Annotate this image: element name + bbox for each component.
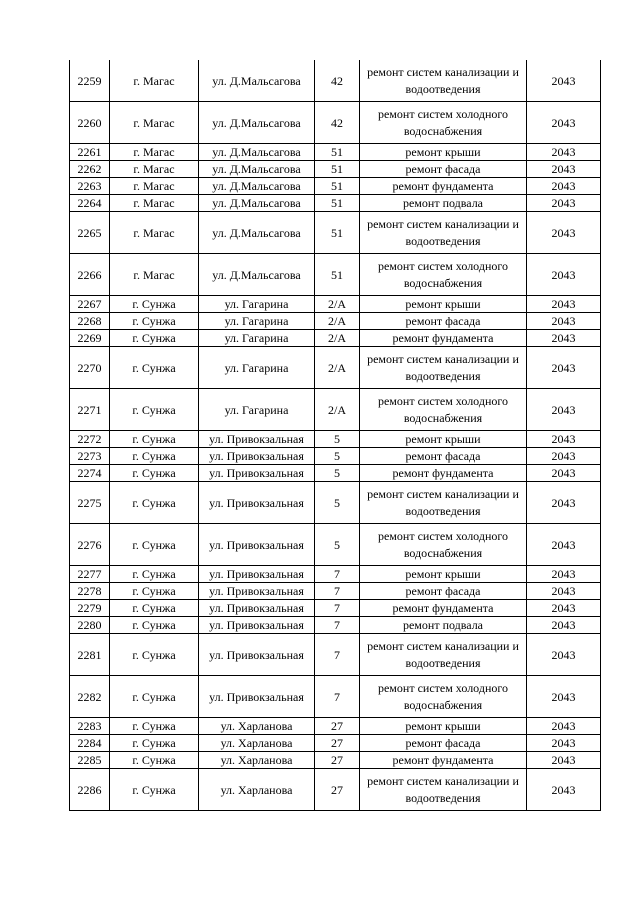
- street-cell: ул. Д.Мальсагова: [199, 102, 315, 144]
- table-row: [70, 347, 601, 389]
- row-number-cell: 2281: [70, 634, 110, 676]
- street-cell: ул. Д.Мальсагова: [199, 195, 315, 212]
- house-number-cell: 42: [315, 60, 360, 102]
- row-number-cell: 2283: [70, 718, 110, 735]
- street-cell: ул. Харланова: [199, 752, 315, 769]
- row-number-cell: 2269: [70, 330, 110, 347]
- table-row: [70, 465, 601, 482]
- house-number-cell: 5: [315, 524, 360, 566]
- work-type-cell: ремонт систем канализации и водоотведения: [360, 482, 527, 524]
- house-number-cell: 5: [315, 465, 360, 482]
- house-number-cell: 51: [315, 195, 360, 212]
- work-type-cell: ремонт фасада: [360, 735, 527, 752]
- work-type-cell: ремонт систем холодного водоснабжения: [360, 102, 527, 144]
- row-number-cell: 2261: [70, 144, 110, 161]
- city-cell: г. Сунжа: [110, 600, 199, 617]
- table-row: [70, 583, 601, 600]
- year-cell: 2043: [527, 60, 601, 102]
- row-number-cell: 2279: [70, 600, 110, 617]
- house-number-cell: 7: [315, 634, 360, 676]
- work-type-cell: ремонт фасада: [360, 313, 527, 330]
- year-cell: 2043: [527, 195, 601, 212]
- house-number-cell: 2/А: [315, 347, 360, 389]
- year-cell: 2043: [527, 676, 601, 718]
- city-cell: г. Сунжа: [110, 482, 199, 524]
- row-number-cell: 2285: [70, 752, 110, 769]
- city-cell: г. Сунжа: [110, 676, 199, 718]
- street-cell: ул. Д.Мальсагова: [199, 161, 315, 178]
- row-number-cell: 2275: [70, 482, 110, 524]
- row-number-cell: 2278: [70, 583, 110, 600]
- city-cell: г. Сунжа: [110, 752, 199, 769]
- year-cell: 2043: [527, 634, 601, 676]
- year-cell: 2043: [527, 465, 601, 482]
- table-row: [70, 600, 601, 617]
- row-number-cell: 2282: [70, 676, 110, 718]
- house-number-cell: 51: [315, 144, 360, 161]
- city-cell: г. Сунжа: [110, 313, 199, 330]
- work-type-cell: ремонт фасада: [360, 448, 527, 465]
- row-number-cell: 2277: [70, 566, 110, 583]
- year-cell: 2043: [527, 718, 601, 735]
- row-number-cell: 2286: [70, 769, 110, 811]
- street-cell: ул. Привокзальная: [199, 431, 315, 448]
- table-row: [70, 60, 601, 102]
- street-cell: ул. Д.Мальсагова: [199, 60, 315, 102]
- house-number-cell: 27: [315, 752, 360, 769]
- city-cell: г. Магас: [110, 144, 199, 161]
- row-number-cell: 2267: [70, 296, 110, 313]
- city-cell: г. Сунжа: [110, 566, 199, 583]
- table-row: [70, 617, 601, 634]
- table-row: [70, 296, 601, 313]
- row-number-cell: 2274: [70, 465, 110, 482]
- row-number-cell: 2272: [70, 431, 110, 448]
- street-cell: ул. Привокзальная: [199, 448, 315, 465]
- row-number-cell: 2268: [70, 313, 110, 330]
- city-cell: г. Магас: [110, 60, 199, 102]
- house-number-cell: 7: [315, 617, 360, 634]
- year-cell: 2043: [527, 752, 601, 769]
- house-number-cell: 5: [315, 482, 360, 524]
- table-row: [70, 389, 601, 431]
- work-type-cell: ремонт систем холодного водоснабжения: [360, 524, 527, 566]
- year-cell: 2043: [527, 769, 601, 811]
- row-number-cell: 2264: [70, 195, 110, 212]
- row-number-cell: 2262: [70, 161, 110, 178]
- year-cell: 2043: [527, 735, 601, 752]
- year-cell: 2043: [527, 431, 601, 448]
- city-cell: г. Магас: [110, 161, 199, 178]
- year-cell: 2043: [527, 313, 601, 330]
- house-number-cell: 51: [315, 212, 360, 254]
- street-cell: ул. Привокзальная: [199, 482, 315, 524]
- work-type-cell: ремонт систем канализации и водоотведения: [360, 347, 527, 389]
- year-cell: 2043: [527, 448, 601, 465]
- street-cell: ул. Д.Мальсагова: [199, 212, 315, 254]
- house-number-cell: 51: [315, 254, 360, 296]
- table-row: [70, 144, 601, 161]
- table-row: [70, 178, 601, 195]
- city-cell: г. Сунжа: [110, 465, 199, 482]
- repair-schedule-table: [69, 60, 601, 811]
- city-cell: г. Сунжа: [110, 718, 199, 735]
- house-number-cell: 51: [315, 178, 360, 195]
- year-cell: 2043: [527, 102, 601, 144]
- house-number-cell: 2/А: [315, 330, 360, 347]
- street-cell: ул. Харланова: [199, 735, 315, 752]
- city-cell: г. Сунжа: [110, 617, 199, 634]
- year-cell: 2043: [527, 524, 601, 566]
- year-cell: 2043: [527, 254, 601, 296]
- house-number-cell: 7: [315, 600, 360, 617]
- table-row: [70, 330, 601, 347]
- year-cell: 2043: [527, 161, 601, 178]
- year-cell: 2043: [527, 617, 601, 634]
- work-type-cell: ремонт фундамента: [360, 600, 527, 617]
- street-cell: ул. Гагарина: [199, 347, 315, 389]
- house-number-cell: 7: [315, 583, 360, 600]
- work-type-cell: ремонт систем холодного водоснабжения: [360, 389, 527, 431]
- street-cell: ул. Д.Мальсагова: [199, 144, 315, 161]
- table-row: [70, 735, 601, 752]
- work-type-cell: ремонт систем канализации и водоотведения: [360, 60, 527, 102]
- street-cell: ул. Привокзальная: [199, 566, 315, 583]
- row-number-cell: 2273: [70, 448, 110, 465]
- city-cell: г. Сунжа: [110, 524, 199, 566]
- house-number-cell: 27: [315, 718, 360, 735]
- house-number-cell: 7: [315, 566, 360, 583]
- city-cell: г. Магас: [110, 178, 199, 195]
- house-number-cell: 2/А: [315, 296, 360, 313]
- city-cell: г. Сунжа: [110, 431, 199, 448]
- row-number-cell: 2263: [70, 178, 110, 195]
- year-cell: 2043: [527, 212, 601, 254]
- street-cell: ул. Привокзальная: [199, 465, 315, 482]
- city-cell: г. Сунжа: [110, 769, 199, 811]
- street-cell: ул. Привокзальная: [199, 634, 315, 676]
- street-cell: ул. Привокзальная: [199, 676, 315, 718]
- work-type-cell: ремонт фасада: [360, 161, 527, 178]
- year-cell: 2043: [527, 296, 601, 313]
- street-cell: ул. Привокзальная: [199, 617, 315, 634]
- city-cell: г. Магас: [110, 102, 199, 144]
- row-number-cell: 2265: [70, 212, 110, 254]
- table-row: [70, 752, 601, 769]
- city-cell: г. Сунжа: [110, 347, 199, 389]
- row-number-cell: 2271: [70, 389, 110, 431]
- house-number-cell: 2/А: [315, 313, 360, 330]
- year-cell: 2043: [527, 566, 601, 583]
- city-cell: г. Сунжа: [110, 296, 199, 313]
- table-row: [70, 313, 601, 330]
- table-row: [70, 676, 601, 718]
- house-number-cell: 5: [315, 448, 360, 465]
- work-type-cell: ремонт крыши: [360, 296, 527, 313]
- row-number-cell: 2270: [70, 347, 110, 389]
- work-type-cell: ремонт крыши: [360, 718, 527, 735]
- work-type-cell: ремонт систем холодного водоснабжения: [360, 254, 527, 296]
- table-row: [70, 448, 601, 465]
- street-cell: ул. Привокзальная: [199, 583, 315, 600]
- city-cell: г. Сунжа: [110, 634, 199, 676]
- year-cell: 2043: [527, 600, 601, 617]
- year-cell: 2043: [527, 178, 601, 195]
- table-row: [70, 566, 601, 583]
- street-cell: ул. Харланова: [199, 718, 315, 735]
- year-cell: 2043: [527, 347, 601, 389]
- street-cell: ул. Д.Мальсагова: [199, 178, 315, 195]
- table-row: [70, 482, 601, 524]
- city-cell: г. Сунжа: [110, 583, 199, 600]
- table-row: [70, 634, 601, 676]
- work-type-cell: ремонт систем канализации и водоотведения: [360, 769, 527, 811]
- year-cell: 2043: [527, 482, 601, 524]
- table-row: [70, 431, 601, 448]
- city-cell: г. Магас: [110, 212, 199, 254]
- year-cell: 2043: [527, 330, 601, 347]
- row-number-cell: 2280: [70, 617, 110, 634]
- work-type-cell: ремонт фасада: [360, 583, 527, 600]
- work-type-cell: ремонт крыши: [360, 431, 527, 448]
- street-cell: ул. Гагарина: [199, 296, 315, 313]
- table-row: [70, 195, 601, 212]
- work-type-cell: ремонт систем канализации и водоотведения: [360, 212, 527, 254]
- work-type-cell: ремонт крыши: [360, 566, 527, 583]
- year-cell: 2043: [527, 389, 601, 431]
- row-number-cell: 2284: [70, 735, 110, 752]
- city-cell: г. Магас: [110, 254, 199, 296]
- city-cell: г. Сунжа: [110, 448, 199, 465]
- row-number-cell: 2259: [70, 60, 110, 102]
- table-row: [70, 769, 601, 811]
- year-cell: 2043: [527, 144, 601, 161]
- house-number-cell: 27: [315, 735, 360, 752]
- work-type-cell: ремонт фундамента: [360, 465, 527, 482]
- work-type-cell: ремонт подвала: [360, 195, 527, 212]
- work-type-cell: ремонт фундамента: [360, 178, 527, 195]
- table-row: [70, 254, 601, 296]
- work-type-cell: ремонт крыши: [360, 144, 527, 161]
- city-cell: г. Сунжа: [110, 330, 199, 347]
- street-cell: ул. Привокзальная: [199, 600, 315, 617]
- house-number-cell: 42: [315, 102, 360, 144]
- work-type-cell: ремонт систем холодного водоснабжения: [360, 676, 527, 718]
- house-number-cell: 5: [315, 431, 360, 448]
- table-body: [70, 60, 601, 811]
- street-cell: ул. Гагарина: [199, 313, 315, 330]
- table-row: [70, 161, 601, 178]
- work-type-cell: ремонт фундамента: [360, 752, 527, 769]
- house-number-cell: 7: [315, 676, 360, 718]
- house-number-cell: 2/А: [315, 389, 360, 431]
- city-cell: г. Сунжа: [110, 735, 199, 752]
- table-row: [70, 212, 601, 254]
- city-cell: г. Сунжа: [110, 389, 199, 431]
- work-type-cell: ремонт подвала: [360, 617, 527, 634]
- row-number-cell: 2276: [70, 524, 110, 566]
- table-row: [70, 524, 601, 566]
- street-cell: ул. Д.Мальсагова: [199, 254, 315, 296]
- table-row: [70, 718, 601, 735]
- year-cell: 2043: [527, 583, 601, 600]
- work-type-cell: ремонт систем канализации и водоотведения: [360, 634, 527, 676]
- street-cell: ул. Харланова: [199, 769, 315, 811]
- table-row: [70, 102, 601, 144]
- house-number-cell: 27: [315, 769, 360, 811]
- city-cell: г. Магас: [110, 195, 199, 212]
- work-type-cell: ремонт фундамента: [360, 330, 527, 347]
- row-number-cell: 2260: [70, 102, 110, 144]
- street-cell: ул. Гагарина: [199, 389, 315, 431]
- street-cell: ул. Гагарина: [199, 330, 315, 347]
- house-number-cell: 51: [315, 161, 360, 178]
- row-number-cell: 2266: [70, 254, 110, 296]
- street-cell: ул. Привокзальная: [199, 524, 315, 566]
